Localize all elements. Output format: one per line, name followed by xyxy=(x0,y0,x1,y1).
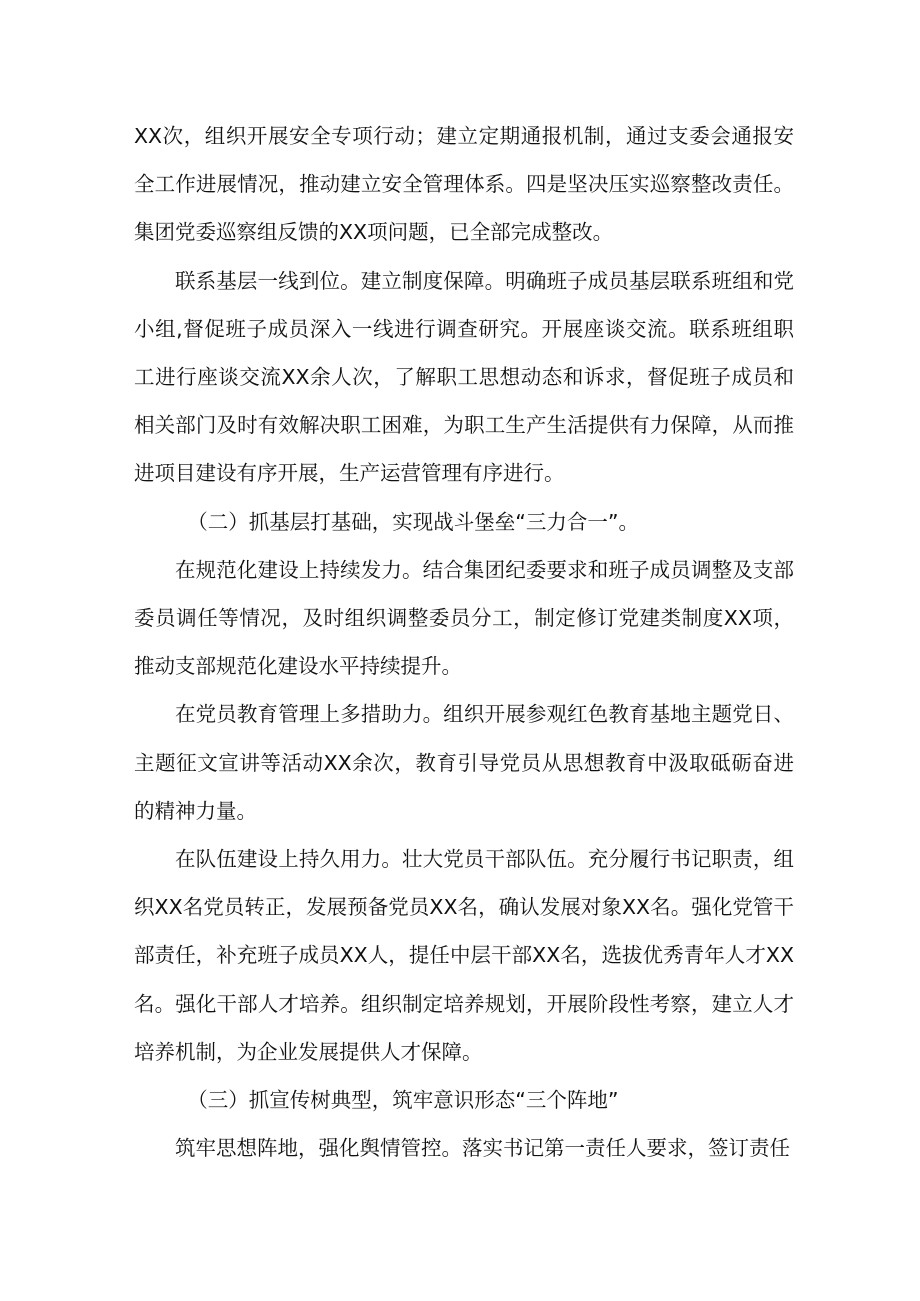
paragraph-safety-work: XX次，组织开展安全专项行动；建立定期通报机制，通过支委会通报安全工作进展情况，推动建立安全管理体系。四是坚决压实巡察整改责任。集团党委巡察组反馈的XX项问题，已全部完成整改。 xyxy=(134,124,794,245)
paragraph-team-building: 在队伍建设上持久用力。壮大党员干部队伍。充分履行书记职责，组织XX名党员转正，发展预备党员XX名，确认发展对象XX名。强化党管干部责任，补充班子成员XX人，提任中层干部XX名，选拔优秀青年人才XX名。强化干部人才培养。组织制定培养规划，开展阶段性考察，建立人才培养机制，为企业发展提供人才保障。 xyxy=(134,847,794,1064)
paragraph-standardization: 在规范化建设上持续发力。结合集团纪委要求和班子成员调整及支部委员调任等情况，及时组织调整委员分工，制定修订党建类制度XX项，推动支部规范化建设水平持续提升。 xyxy=(134,557,794,679)
section-heading-2: （二）抓基层打基础，实现战斗堡垒“三力合一”。 xyxy=(187,509,640,534)
paragraph-member-education: 在党员教育管理上多措助力。组织开展参观红色教育基地主题党日、主题征文宣讲等活动XX余次，教育引导党员从思想教育中汲取砥砺奋进的精神力量。 xyxy=(134,702,794,823)
section-heading-3: （三）抓宣传树典型，筑牢意识形态“三个阵地” xyxy=(187,1088,619,1113)
document-body xyxy=(134,112,794,1172)
paragraph-grassroots-contact: 联系基层一线到位。建立制度保障。明确班子成员基层联系班组和党小组,督促班子成员深入一线进行调查研究。开展座谈交流。联系班组职工进行座谈交流XX余人次，了解职工思想动态和诉求，督促班子成员和相关部门及时有效解决职工困难，为职工生产生活提供有力保障，从而推进项目建设有序开展，生产运营管理有序进行。 xyxy=(134,268,794,486)
paragraph-ideology-front: 筑牢思想阵地，强化舆情管控。落实书记第一责任人要求，签订责任 xyxy=(175,1136,790,1161)
